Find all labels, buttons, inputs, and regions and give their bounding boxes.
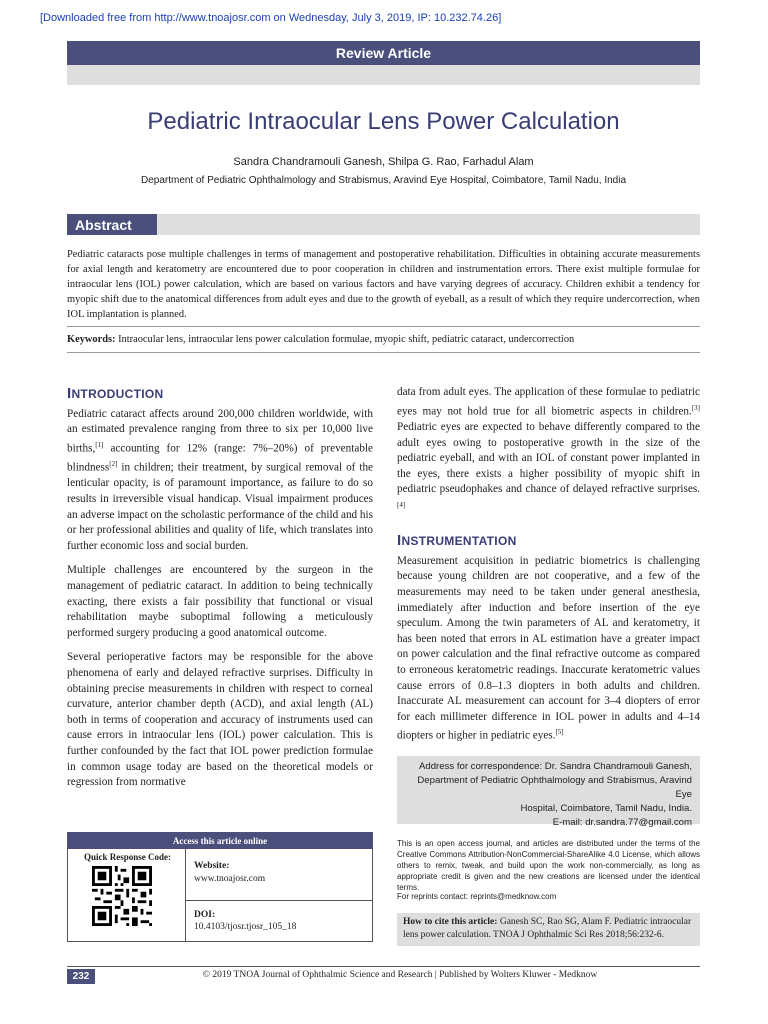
intro-paragraph-3: Several perioperative factors may be responsible for the above phenomena of early and delayed refractive surprises. Difficulty in obtaining precise measurements in children with respect to corneal curvature, anterior chamber depth (ACD), and axial length (AL) both in terms of cooperation and accuracy of instruments used can cause errors in intraocular lens (IOL) power calculation. This is further confounded by the fact that IOL power prediction formulae in common usage today are based on the theoretical models or regression from normative [67, 651, 373, 789]
website-label: Website: [194, 861, 230, 871]
ref-4[interactable]: [4] [397, 500, 406, 509]
ref-5[interactable]: [5] [555, 728, 564, 737]
article-type-label: Review Article [335, 45, 432, 61]
ref-2[interactable]: [2] [109, 460, 118, 469]
intro-paragraph-4: data from adult eyes. The application of these formulae to pediatric eyes may not hold true for all biometric aspects in children.[3] Pediatric eyes are expected to behave differently compared to the adult eyes owing to postoperative growth in the size of the pediatric eyeball, and with an IOL of constant power implanted in the eyes, there exists a higher possibility of myopic shift in pediatric pseudophakes and chance of delayed refractive surprises.[4] [397, 386, 700, 509]
article-type-bar [67, 41, 700, 65]
authors: Sandra Chandramouli Ganesh, Shilpa G. Rao, Farhadul Alam [233, 156, 534, 168]
header-band [67, 65, 700, 85]
license-notice: This is an open access journal, and articles are distributed under the terms of the Creative Commons Attribution-NonCommercial-ShareAlike 4.0 License, which allows others to remix, tweak, and build upon the work non-commercially, as long as appropriate credit is given and the new creations are licensed under the identical terms. [397, 839, 700, 892]
correspondence-line-3: Hospital, Coimbatore, Tamil Nadu, India. [520, 803, 692, 814]
download-notice: [Downloaded free from http://www.tnoajosr.com on Wednesday, July 3, 2019, IP: 10.232.74.26] [40, 12, 502, 24]
abstract-text: Pediatric cataracts pose multiple challenges in terms of management and postoperative rehabilitation. Difficulties in obtaining accurate measurements for axial length and keratometry are encountered due to poor cooperation in children and instrumentation errors. There exist multiple formulae for intraocular lens (IOL) power calculation, which are based on various factors and have varying degrees of accuracy. Children exhibit a tendency for myopic shift due to the anatomical differences from adult eyes and due to the growth of eyeball, as a result of which they require undercorrection, when IOL implantation is planned. [67, 249, 700, 320]
instrumentation-paragraph-1: Measurement acquisition in pediatric biometrics is challenging because young children are not cooperative, and a few of the measurements may need to be taken under general anesthesia, immediately after induction and before insertion of the eye speculum. Among the twin parameters of AL and keratometry, it has been noted that errors in AL estimation have a greater impact on power calculation and the final refractive outcome as compared to erroneous keratometric readings. Inaccurate keratometric values cause errors of 0.8–1.3 diopters in both adults and children. Inaccurate AL measurement can account for 3–4 diopters of error for each millimeter difference in IOL power in adults and 4–14 diopters or higher in pediatric eyes.[5] [397, 554, 700, 743]
access-box-divider [185, 849, 186, 942]
article-title: Pediatric Intraocular Lens Power Calculation [147, 108, 620, 135]
correspondence-box [397, 756, 700, 828]
citation-label: How to cite this article: [403, 917, 498, 927]
introduction-heading: INTRODUCTION [67, 385, 164, 402]
access-box-header: Access this article online [67, 832, 373, 849]
doi-label: DOI: [194, 910, 216, 920]
qr-code-icon[interactable] [92, 866, 152, 926]
correspondence-email[interactable]: E-mail: dr.sandra.77@gmail.com [552, 817, 692, 828]
access-box-divider-h [185, 900, 373, 901]
ref-1[interactable]: [1] [95, 440, 104, 449]
footer-rule [67, 966, 700, 967]
abstract-bar [67, 214, 700, 235]
doi-link[interactable]: 10.4103/tjosr.tjosr_105_18 [194, 922, 297, 932]
ref-3[interactable]: [3] [691, 403, 700, 412]
intro-paragraph-1: Pediatric cataract affects around 200,000 children worldwide, with an estimated prevalence ranging from three to six per 10,000 live births,[1] accounting for 12% (range: 7%–20%) of preventable blindness[2] in children; their treatment, by surgical removal of the lenticular opacity, is of paramount importance, as failure to do so results in irreversible visual handicap. Visual impairment produces an adverse impact on the scholastic performance of the child and his or her professional abilities and quality of life, which translates into further economic loss and social burden. [67, 407, 373, 552]
citation-text: Ganesh SC, Rao SG, Alam F. Pediatric intraocular lens power calculation. TNOA J Ophthalmic Sci Res 2018;56:232-6. [403, 917, 692, 940]
keywords-top-rule [67, 326, 700, 327]
citation-box [397, 913, 700, 946]
correspondence-line-2: Department of Pediatric Ophthalmology and Strabismus, Aravind Eye [417, 775, 692, 800]
right-column [397, 385, 700, 745]
left-column [67, 386, 373, 791]
keywords-text: Intraocular lens, intraocular lens power calculation formulae, myopic shift, pediatric cataract, undercorrection [115, 334, 575, 345]
abstract-heading: Abstract [67, 214, 157, 235]
instrumentation-heading: INSTRUMENTATION [397, 532, 517, 550]
page-number: 232 [67, 969, 95, 984]
reprints-contact: For reprints contact: reprints@medknow.com [397, 892, 557, 901]
affiliation: Department of Pediatric Ophthalmology and Strabismus, Aravind Eye Hospital, Coimbatore, Tamil Nadu, India [140, 175, 627, 186]
qr-code-label: Quick Response Code: [84, 852, 172, 862]
footer-text: © 2019 TNOA Journal of Ophthalmic Science and Research | Published by Wolters Kluwer - Medknow [202, 970, 598, 980]
website-link[interactable]: www.tnoajosr.com [194, 874, 266, 884]
keywords [67, 332, 700, 347]
keywords-label: Keywords: [67, 334, 116, 345]
intro-paragraph-2: Multiple challenges are encountered by the surgeon in the management of pediatric cataract. In addition to being technically exacting, there exists a fair possibility that functional or visual rehabilitation maybe suboptimal following a meticulously performed surgery producing a good anatomical outcome. [67, 564, 373, 639]
correspondence-line-1: Address for correspondence: Dr. Sandra Chandramouli Ganesh, [418, 761, 692, 772]
keywords-bottom-rule [67, 352, 700, 353]
